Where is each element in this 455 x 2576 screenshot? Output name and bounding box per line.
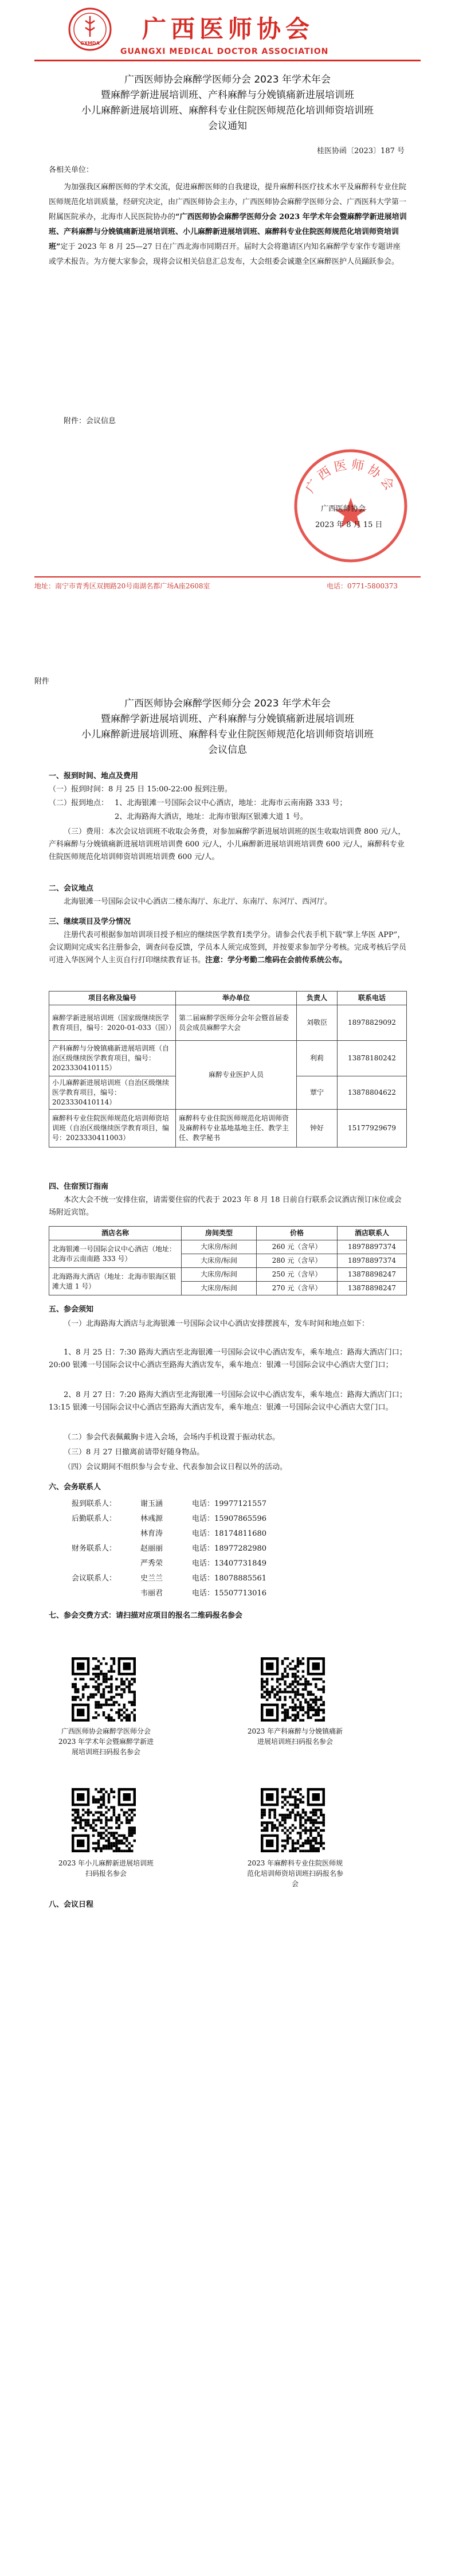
credit-table bbox=[49, 991, 407, 1148]
table-header-cell: 项目名称及编号 bbox=[49, 992, 176, 1005]
notice-title bbox=[23, 72, 432, 134]
table-cell: 15177929679 bbox=[338, 1110, 407, 1148]
contact-row bbox=[49, 1527, 407, 1541]
contact-list bbox=[49, 1497, 407, 1601]
table-header-cell: 价格 bbox=[257, 1227, 338, 1240]
contacts-name: 赵丽丽 bbox=[140, 1544, 163, 1553]
notice-item: （二）参会代表佩戴胸卡进入会场，会场内手机设置于振动状态。 bbox=[64, 1433, 280, 1442]
table-row bbox=[49, 1268, 407, 1282]
table-cell: 大床房/标间 bbox=[182, 1254, 257, 1268]
table-cell: 大床房/标间 bbox=[182, 1240, 257, 1254]
qr-code-icon bbox=[261, 1788, 325, 1852]
table-cell: 麻醉专业医护人员 bbox=[176, 1041, 297, 1110]
signature-date: 2023 年 8 月 15 日 bbox=[315, 521, 383, 529]
footer-divider bbox=[34, 576, 421, 577]
info-page bbox=[0, 659, 455, 2575]
contact-row bbox=[49, 1541, 407, 1556]
section-heading: 三、继续项目及学分情况 bbox=[49, 918, 131, 926]
contact-row bbox=[49, 1586, 407, 1601]
contacts-phone: 电话：15507713016 bbox=[192, 1589, 266, 1598]
report-time: （一）报到时间：8 月 25 日 15:00-22:00 报到注册。 bbox=[49, 785, 232, 794]
qr-caption: 2023 年产科麻醉与分娩镇痛新进展培训班扫码报名参会 bbox=[247, 1727, 343, 1746]
table-cell: 270 元（含早） bbox=[257, 1282, 338, 1295]
table-cell: 钟好 bbox=[297, 1110, 338, 1148]
notice-title-line: 小儿麻醉新进展培训班、麻醉科专业住院医师规范化培训师资培训班 bbox=[81, 105, 374, 116]
contacts-phone: 电话：15907865596 bbox=[192, 1515, 266, 1523]
hotel-table bbox=[49, 1226, 407, 1295]
notice-item: 2、8 月 27 日：7:20 路海大酒店至北海银滩一号国际会议中心酒店发车，乘车地点：路海大酒店门口；13:15 银滩一号国际会议中心酒店至路海大酒店发车，乘车地点：银滩一号国际会议中心酒店大堂门口。 bbox=[49, 1391, 407, 1412]
contacts-phone: 电话：19977121557 bbox=[192, 1500, 266, 1508]
table-cell: 大床房/标间 bbox=[182, 1282, 257, 1295]
table-header-row bbox=[49, 992, 407, 1005]
table-cell: 麻醉科专业住院医师规范化培训师资及麻醉科专业基地基地主任、教学主任、教学秘书 bbox=[176, 1110, 297, 1148]
info-title-line: 暨麻醉学新进展培训班、产科麻醉与分娩镇痛新进展培训班 bbox=[101, 713, 354, 725]
info-title-line: 会议信息 bbox=[208, 744, 247, 756]
seal-text: 广西医师协会 bbox=[303, 458, 399, 496]
salutation: 各相关单位： bbox=[49, 166, 94, 174]
table-cell: 18978897374 bbox=[338, 1240, 407, 1254]
notice-item: 1、8 月 25 日：7:30 路海大酒店至北海银滩一号国际会议中心酒店发车，乘车地点：路海大酒店门口；20:00 银滩一号国际会议中心酒店至路海大酒店发车，乘车地点：银滩一号国际会议中心酒店大堂门口； bbox=[49, 1348, 407, 1369]
logo-text: GXMDA bbox=[80, 41, 100, 46]
table-header-row bbox=[49, 1227, 407, 1240]
table-header-cell: 房间类型 bbox=[182, 1227, 257, 1240]
signature-organization: 广西医师协会 bbox=[321, 505, 366, 513]
credit-note: 注意：学分考勤二维码在会前传系统公布。 bbox=[205, 956, 347, 965]
contacts-role: 报到联系人： bbox=[72, 1500, 117, 1508]
table-header-cell: 举办单位 bbox=[176, 992, 297, 1005]
table-cell: 麻醉学新进展培训班（国家级继续医学教育项目，编号：2020-01-033（国）） bbox=[49, 1005, 176, 1041]
qr-code-icon bbox=[72, 1657, 136, 1722]
qr-caption: 广西医师协会麻醉学医师分会 2023 年学术年会暨麻醉学新进展培训班扫码报名参会 bbox=[58, 1727, 154, 1756]
footer-phone: 电话：0771-5800373 bbox=[326, 582, 398, 590]
notice-title-line: 广西医师协会麻醉学医师分会 2023 年学术年会 bbox=[124, 74, 331, 85]
table-row bbox=[49, 1110, 407, 1148]
table-cell: 覃宁 bbox=[297, 1076, 338, 1110]
contacts-phone: 电话：18977282980 bbox=[192, 1544, 266, 1553]
footer-address: 地址：南宁市青秀区双拥路20号南湖名都广场A座2608室 bbox=[34, 582, 210, 590]
qr-code-icon bbox=[261, 1657, 325, 1722]
notice-body-paragraph bbox=[49, 180, 407, 270]
notice-item: （一）北海路海大酒店与北海银滩一号国际会议中心酒店安排摆渡车，发车时间和地点如下： bbox=[64, 1320, 370, 1328]
letterhead-title: 广西医师协会 bbox=[142, 15, 315, 43]
table-row bbox=[49, 1041, 407, 1076]
contacts-name: 谢玉涵 bbox=[140, 1500, 163, 1508]
table-cell: 13878804622 bbox=[338, 1076, 407, 1110]
table-cell: 18978829092 bbox=[338, 1005, 407, 1041]
table-cell: 13878180242 bbox=[338, 1041, 407, 1076]
contacts-name: 林彧源 bbox=[140, 1515, 163, 1523]
contacts-name: 林育涛 bbox=[140, 1529, 163, 1538]
report-place-label: （二）报到地点： bbox=[49, 799, 109, 807]
contact-row bbox=[49, 1497, 407, 1512]
table-cell: 18978897374 bbox=[338, 1254, 407, 1268]
contact-row bbox=[49, 1512, 407, 1527]
section-heading: 八、会议日程 bbox=[49, 1900, 94, 1909]
notice-body-tail: 定于 2023 年 8 月 25—27 日在广西北海市同期召开。届时大会将邀请区内知名麻醉学专家作专题讲座或学术报告。为方便大家参会，现将会议相关信息汇总发布，大会组委会诚邀全区麻醉医护人员踊跃参会。 bbox=[49, 243, 401, 266]
section-heading: 七、参会交费方式：请扫描对应项目的报名二维码报名参会 bbox=[49, 1611, 243, 1620]
table-cell: 北海银滩一号国际会议中心酒店（地址：北海市云南南路 333 号） bbox=[49, 1240, 182, 1268]
contacts-phone: 电话：13407731849 bbox=[192, 1559, 266, 1568]
notice-page bbox=[0, 0, 455, 643]
report-place-item: 1、北海银滩一号国际会议中心酒店，地址：北海市云南南路 333 号； bbox=[115, 799, 347, 807]
report-place-item: 2、北海路海大酒店，地址：北海市银海区银滩大道 1 号。 bbox=[115, 813, 308, 821]
section-heading: 五、参会须知 bbox=[49, 1305, 94, 1314]
document-number: 桂医协函〔2023〕187 号 bbox=[316, 147, 405, 155]
footer bbox=[34, 581, 421, 591]
contacts-name: 严秀荣 bbox=[140, 1559, 163, 1568]
notice-item: （三）8 月 27 日撤离前请带好随身物品。 bbox=[64, 1448, 205, 1457]
credit-text: 注册代表可根据参加培训项目授予相应的继续医学教育Ⅰ类学分。请参会代表手机下载“掌上华医 APP”，会议期间完成实名注册参会，调查问卷反馈，学员本人须完成签到，并按要求参加学分考核。完成考核后学员可进入华医网个人主页自行打印继续教育证书。 bbox=[49, 931, 407, 965]
section-heading: 一、报到时间、地点及费用 bbox=[49, 772, 139, 780]
letterhead-divider bbox=[34, 60, 421, 61]
table-header-cell: 酒店联系人 bbox=[338, 1227, 407, 1240]
table-cell: 13878898247 bbox=[338, 1282, 407, 1295]
table-cell: 产科麻醉与分娩镇痛新进展培训班（自治区级继续医学教育项目，编号：2023330410115） bbox=[49, 1041, 176, 1076]
table-cell: 13878898247 bbox=[338, 1268, 407, 1282]
info-title bbox=[23, 696, 432, 758]
credit-description bbox=[49, 929, 407, 967]
contact-row bbox=[49, 1571, 407, 1586]
table-row bbox=[49, 1005, 407, 1041]
table-cell: 260 元（含早） bbox=[257, 1240, 338, 1254]
table-cell: 刘敬臣 bbox=[297, 1005, 338, 1041]
contacts-name: 韦丽君 bbox=[140, 1589, 163, 1598]
table-cell: 250 元（含早） bbox=[257, 1268, 338, 1282]
stay-description: 本次大会不统一安排住宿，请需要住宿的代表于 2023 年 8 月 18 日前自行联系会议酒店预订床位或会场附近宾馆。 bbox=[49, 1196, 402, 1217]
table-header-cell: 联系电话 bbox=[338, 992, 407, 1005]
notice-body-text: 为加强我区麻醉医师的学术交流，促进麻醉医师的自我建设，提升麻醉科医疗技术水平及麻醉科专业住院医师规范化培训质量，经研究决定，由广西医师协会主办，广西医师协会麻醉学医师分会、广西医科大学第一附属医院承办，北海市人民医院协办的 bbox=[49, 183, 407, 221]
qr-caption: 2023 年小儿麻醉新进展培训班扫码报名参会 bbox=[58, 1859, 154, 1878]
notice-title-line: 会议通知 bbox=[208, 120, 247, 132]
table-cell: 第二届麻醉学医师分会年会暨首届委员会成员麻醉学大会 bbox=[176, 1005, 297, 1041]
qr-caption: 2023 年麻醉科专业住院医师规范化培训师资培训班扫码报名参会 bbox=[246, 1859, 343, 1888]
section-heading: 六、会务联系人 bbox=[49, 1483, 101, 1492]
venue-description: 北海银滩一号国际会议中心酒店二楼东海厅、东北厅、东南厅、东河厅、西河厅。 bbox=[64, 897, 332, 906]
info-title-line: 广西医师协会麻醉学医师分会 2023 年学术年会 bbox=[124, 698, 331, 709]
table-cell: 北海路海大酒店（地址：北海市银海区银滩大道 1 号） bbox=[49, 1268, 182, 1295]
letterhead-subtitle: GUANGXI MEDICAL DOCTOR ASSOCIATION bbox=[120, 47, 329, 56]
table-row bbox=[49, 1240, 407, 1254]
table-cell: 280 元（含早） bbox=[257, 1254, 338, 1268]
contacts-name: 史兰兰 bbox=[140, 1574, 163, 1583]
table-cell: 麻醉科专业住院医师规范化培训师资培训班（自治区级继续医学教育项目，编号：2023330411003） bbox=[49, 1110, 176, 1148]
fee-description: （三）费用：本次会议培训班不收取会务费，对参加麻醉学新进展培训班的医生收取培训费 800 元/人，产科麻醉与分娩镇痛新进展培训班培训费 600 元/人，小儿麻醉新进展培训班培训费 600 元/人，麻醉科专业住院医师规范化培训师资培训班培训费 600 元/人。 bbox=[49, 828, 406, 861]
attachment-label: 附件 bbox=[34, 677, 50, 686]
notice-title-line: 暨麻醉学新进展培训班、产科麻醉与分娩镇痛新进展培训班 bbox=[101, 89, 354, 101]
info-title-line: 小儿麻醉新进展培训班、麻醉科专业住院医师规范化培训师资培训班 bbox=[81, 729, 374, 740]
section-heading: 二、会议地点 bbox=[49, 884, 94, 893]
notice-item: （四）会议期间不组织参与会专业、代表参加会议日程以外的活动。 bbox=[64, 1463, 288, 1472]
contacts-role: 财务联系人： bbox=[72, 1544, 117, 1553]
table-header-cell: 酒店名称 bbox=[49, 1227, 182, 1240]
contacts-role: 会议联系人： bbox=[72, 1574, 117, 1583]
table-cell: 利莉 bbox=[297, 1041, 338, 1076]
association-logo-icon bbox=[68, 7, 112, 52]
attachment-note: 附件：会议信息 bbox=[64, 417, 116, 426]
section-heading: 四、住宿预订指南 bbox=[49, 1182, 109, 1191]
contacts-phone: 电话：18078885561 bbox=[192, 1574, 266, 1583]
table-cell: 大床房/标间 bbox=[182, 1268, 257, 1282]
table-cell: 小儿麻醉新进展培训班（自治区级继续医学教育项目，编号：2023330410114） bbox=[49, 1076, 176, 1110]
contact-row bbox=[49, 1556, 407, 1571]
table-header-cell: 负责人 bbox=[297, 992, 338, 1005]
qr-code-icon bbox=[72, 1788, 136, 1852]
notice-event-name: “广西医师协会麻醉学医师分会 2023 年学术年会暨麻醉学新进展培训班、产科麻醉与分娩镇痛新进展培训班、小儿麻醉新进展培训班、麻醉科专业住院医师规范化培训师资培训班” bbox=[49, 213, 407, 251]
contacts-role: 后勤联系人： bbox=[72, 1515, 117, 1523]
contacts-phone: 电话：18174811680 bbox=[192, 1529, 266, 1538]
